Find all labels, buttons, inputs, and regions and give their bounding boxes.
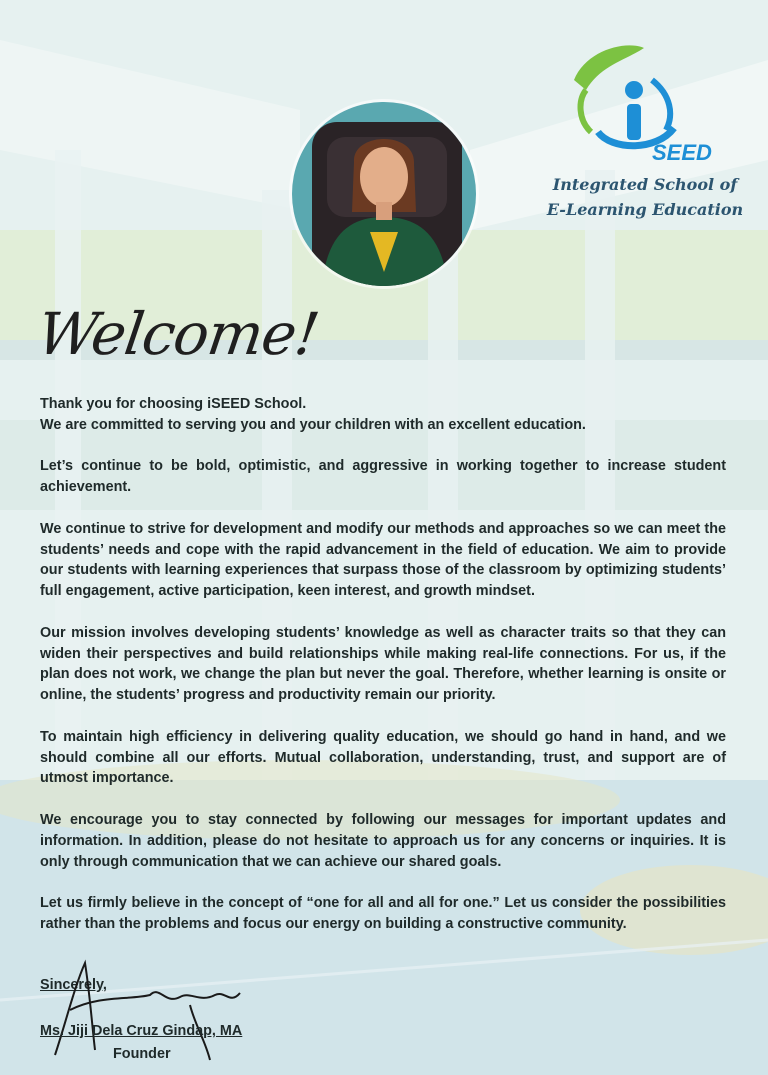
logo-brand-text: SEED: [652, 140, 712, 165]
founder-portrait: [292, 102, 476, 286]
iseed-logo: [556, 40, 746, 170]
school-name: [540, 172, 750, 222]
letter-body: [40, 394, 726, 956]
paragraph-mission: Our mission involves developing students’ knowledge as well as character traits so that they can widen their perspectives and build relationships while making real-life connections. For us, if the plan does not work, we change the plan but never the goal. Therefore, whether learning is onsite or online, the students’ progress and productivity remain our priority.: [40, 624, 726, 704]
paragraph-thanks-line1: Thank you for choosing iSEED School.: [40, 396, 307, 412]
signer-name: Ms. Jiji Dela Cruz Gindap, MA: [40, 1023, 243, 1039]
paragraph-efficiency: To maintain high efficiency in delivering quality education, we should go hand in hand, and we should combine all our efforts. Mutual collaboration, understanding, trust, and support are of utmost importance.: [40, 728, 726, 787]
paragraph-thanks: [40, 394, 726, 436]
paragraph-believe: Let us firmly believe in the concept of “one for all and all for one.” Let us consider the possibilities rather than the problems and focus our energy on building a constructive community.: [40, 895, 726, 932]
paragraph-bold: Let’s continue to be bold, optimistic, and aggressive in working together to increase student achievement.: [40, 458, 726, 496]
founder-photo: [292, 102, 476, 286]
school-name-line2: E-Learning Education: [546, 200, 744, 219]
paragraph-thanks-line2: We are committed to serving you and your children with an excellent education.: [40, 416, 586, 433]
paragraph-connected: We encourage you to stay connected by following our messages for important updates and information. In addition, please do not hesitate to approach us for any concerns or inquiries. It is only through communication that we can achieve our shared goals.: [40, 811, 726, 870]
welcome-heading: Welcome!: [33, 300, 323, 368]
school-name-line1: Integrated School of: [552, 175, 738, 194]
signer-role: Founder: [113, 1046, 171, 1062]
paragraph-development: We continue to strive for development and modify our methods and approaches so we can meet the students’ needs and cope with the rapid advancement in the field of education. We aim to provide our students with learning experiences that surpass those of the classroom by optimizing students’ full engagement, active participation, keen interest, and growth mindset.: [40, 520, 726, 600]
sincerely-text: Sincerely,: [40, 977, 107, 993]
leaf-i-logo-icon: [574, 45, 674, 145]
